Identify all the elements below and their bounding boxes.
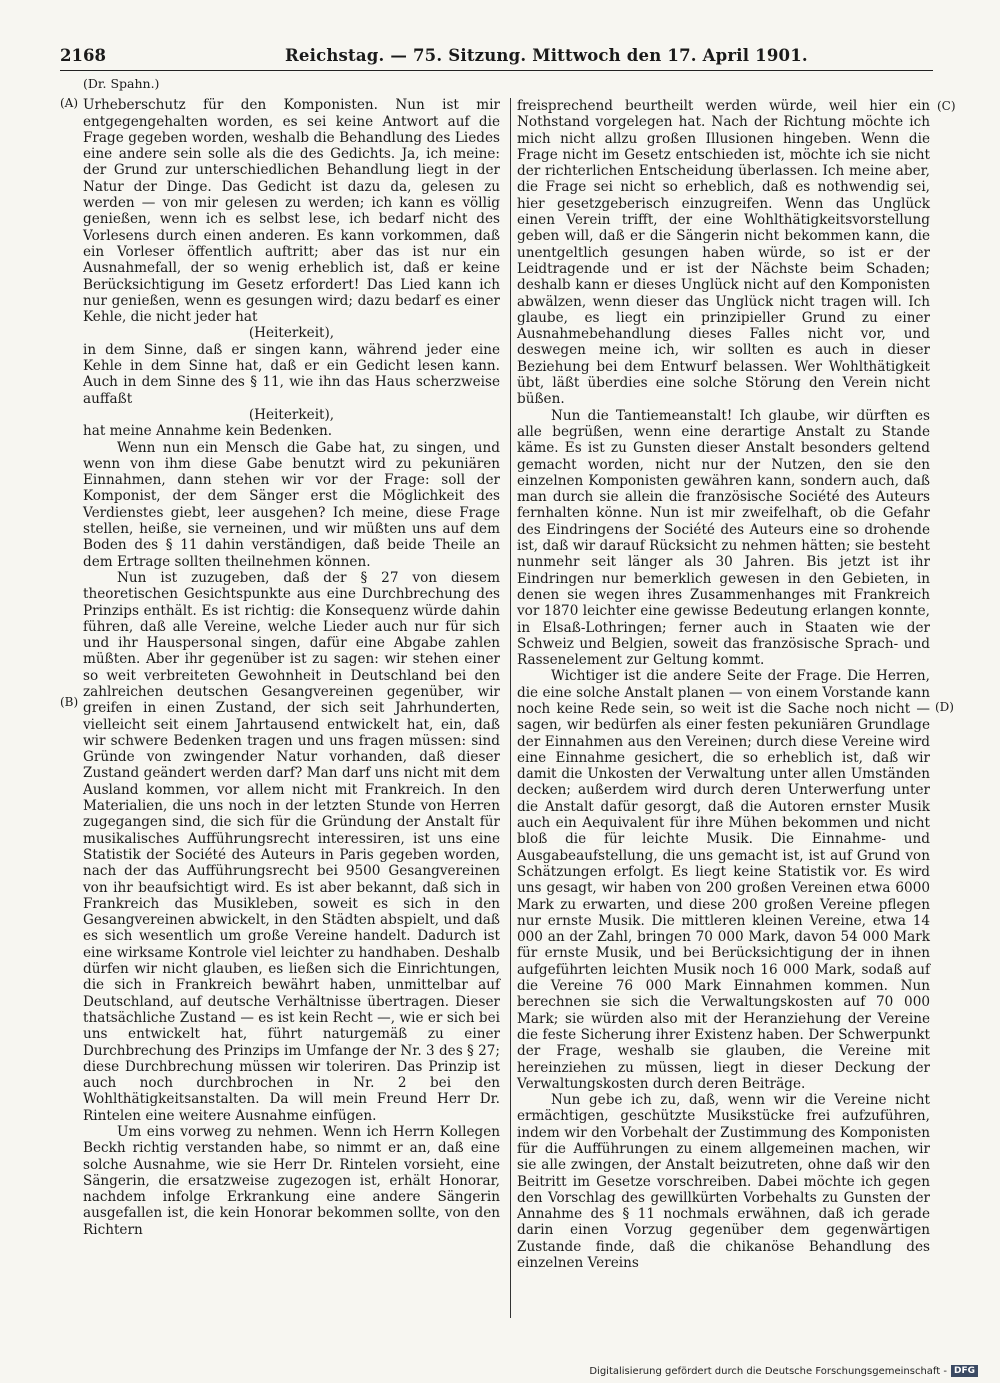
speaker-label: (Dr. Spahn.): [83, 76, 160, 91]
margin-marker-b: (B): [60, 695, 79, 709]
footer-credit: [589, 1365, 978, 1377]
margin-marker-c: (C): [937, 99, 956, 113]
dfg-logo: DFG: [951, 1365, 978, 1377]
paragraph: in dem Sinne, daß er singen kann, während jeder eine Kehle in dem Sinne hat, daß er ein Gedicht lesen kann. Auch in dem Sinne des § 11, wie ihn das Haus scherzweise auffaßt: [83, 341, 500, 407]
paragraph: Nun ist zuzugeben, daß der § 27 von diesem theoretischen Gesichtspunkte aus eine Durchbrechung des Prinzips enthält. Es ist richtig: die Konsequenz würde dahin führen, daß alle Vereine, welche Lieder auch nur für sich und ihr Hauspersonal singen, dafür eine Abgabe zahlen müßten. Aber ihr gegenüber ist zu sagen: wir stehen einer so weit verbreiteten Gewohnheit in Deutschland bei den zahlreichen deutschen Gesangvereinen gegenüber, wir greifen in einen Zustand, der sich seit Jahrhunderten, vielleicht seit einem Jahrtausend entwickelt hat, ein, daß wir schwere Bedenken tragen und uns fragen müssen: sind Gründe von zwingender Natur vorhanden, daß dieser Zustand geändert werden darf? Man darf uns nicht mit dem Ausland kommen, vor allem nicht mit Frankreich. In den Materialien, die uns noch in der letzten Stunde von Herren zugegangen sind, die sich für die Gründung der Anstalt für musikalisches Aufführungsrecht interessiren, ist uns eine Statistik der Société des Auteurs in Paris gegeben worden, nach der das Aufführungsrecht bei 9500 Gesangvereinen von ihr beaufsichtigt wird. Es ist aber bekannt, daß sich in Frankreich das Musikleben, soweit es sich in den Gesangvereinen abwickelt, in den Städten abspielt, und daß es sich wesentlich um große Vereine handelt. Dadurch ist eine wirksame Kontrole viel leichter zu handhaben. Deshalb dürfen wir nicht glauben, es ließen sich die Einrichtungen, die sich in Frankreich bewährt haben, unmittelbar auf Deutschland, auf deutsche Verhältnisse übertragen. Dieser thatsächliche Zustand — es ist kein Recht —, wie er sich bei uns entwickelt hat, führt naturgemäß zu einer Durchbrechung des Prinzips im Umfange der Nr. 3 des § 27; diese Durchbrechung müssen wir toleriren. Das Prinzip ist auch noch durchbrochen in Nr. 2 bei den Wohlthätigkeitsanstalten. Da will mein Freund Herr Dr. Rintelen eine weitere Ausnahme einfügen.: [83, 569, 500, 1124]
column-divider: [510, 98, 511, 1318]
right-column: [517, 98, 930, 1271]
interjection: (Heiterkeit),: [248, 406, 335, 423]
header-rule: [60, 70, 933, 71]
paragraph: Nun gebe ich zu, daß, wenn wir die Vereine nicht ermächtigen, geschützte Musikstücke frei aufzuführen, indem wir den Vorbehalt der Zustimmung des Komponisten für die Aufführungen zu einem allgemeinen machen, wir sie alle zwingen, der Anstalt beizutreten, ohne daß wir den Beitritt im Gesetze vorschreiben. Dabei möchte ich gegen den Vorschlag des gewillkürten Vorbehalts zu Gunsten der Annahme des § 11 nochmals erwähnen, daß ich gerade darin einen Vorzug gegenüber dem gegenwärtigen Zustande finde, daß die chikanöse Behandlung des einzelnen Vereins: [517, 1092, 930, 1272]
footer-text: Digitalisierung gefördert durch die Deutsche Forschungsgemeinschaft -: [589, 1365, 947, 1377]
paragraph: Wichtiger ist die andere Seite der Frage. Die Herren, die eine solche Anstalt planen — von einem Vorstande kann noch keine Rede sein, so weit ist die Sache noch nicht — sagen, wir bedürfen als einer festen pekuniären Grundlage der Einnahmen aus den Vereinen; durch diese Vereine wird eine Einnahme gesichert, die so erheblich ist, daß wir damit die Unkosten der Verwaltung unter allen Umständen decken; außerdem wird durch deren Unterwerfung unter die Anstalt dafür gesorgt, daß die Autoren ernster Musik auch ein Aequivalent für ihre Mühen bekommen und nicht bloß die für leichte Musik. Die Einnahme- und Ausgabeaufstellung, die uns gemacht ist, ist auf Grund von Schätzungen erfolgt. Es liegt keine Statistik vor. Es wird uns gesagt, wir haben von 200 großen Vereinen etwa 6000 Mark zu erwarten, und diese 200 großen Vereine pflegen nur ernste Musik. Die mittleren kleinen Vereine, etwa 14 000 an der Zahl, bringen 70 000 Mark, davon 54 000 Mark für ernste Musik, und bei Berücksichtigung der in ihnen aufgeführten leichten Musik noch 16 000 Mark, sodaß auf die Vereine 76 000 Mark Einnahmen kommen. Nun berechnen sie sich die Verwaltungskosten auf 70 000 Mark; sie würden also mit der Heranziehung der Vereine die feste Sicherung ihrer Existenz haben. Der Schwerpunkt der Frage, weshalb sie glauben, die Vereine mit hereinziehen zu müssen, liegt in dieser Deckung der Verwaltungskosten durch deren Beiträge.: [517, 668, 930, 1092]
paragraph: Wenn nun ein Mensch die Gabe hat, zu singen, und wenn von ihm diese Gabe benutzt wird zu pekuniären Einnahmen, dann stehen wir vor der Frage: soll der Komponist, der dem Sänger erst die Möglichkeit des Verdienstes giebt, leer ausgehen? Ich meine, diese Frage stellen, heiße, sie verneinen, und wir müßten uns auf dem Boden des § 11 dahin verständigen, daß beide Theile an dem Ertrage sollten theilnehmen können.: [83, 439, 500, 570]
page-header: [60, 46, 930, 68]
left-column: [83, 76, 500, 1238]
paragraph: Um eins vorweg zu nehmen. Wenn ich Herrn Kollegen Beckh richtig verstanden habe, so nimmt er an, daß eine solche Ausnahme, wie sie Herr Dr. Rintelen vorsieht, eine Sängerin, die ersatzweise zugezogen ist, erhält Honorar, nachdem infolge Erkrankung eine andere Sängerin ausgefallen ist, die kein Honorar bekommen sollte, von den Richtern: [83, 1124, 500, 1238]
paragraph: Nun die Tantiemeanstalt! Ich glaube, wir dürften es alle begrüßen, wenn eine derartige Anstalt zu Stande käme. Es ist zu Gunsten dieser Anstalt besonders geltend gemacht worden, nicht nur der Nutzen, den sie den einzelnen Komponisten gewähren kann, sondern auch, daß man durch sie allein die französische Société des Auteurs fernhalten könne. Nun ist mir zweifelhaft, ob die Gefahr des Eindringens der Société des Auteurs eine so drohende ist, daß wir darauf Rücksicht zu nehmen hätten; sie besteht nunmehr seit länger als 30 Jahren. Bis jetzt ist ihr Eindringen nur bemerklich gewesen in den Gebieten, in denen sie wegen ihres Zusammenhanges mit Frankreich vor 1870 leichter eine gewisse Bedeutung erlangen konnte, in Elsaß-Lothringen; ferner auch in Staaten wie der Schweiz und Belgien, soweit das französische Sprach- und Rassenelement zur Geltung kommt.: [517, 407, 930, 669]
paragraph: Urheberschutz für den Komponisten. Nun ist mir entgegengehalten worden, es sei keine Antwort auf die Frage gegeben worden, weshalb die Behandlung des Liedes eine andere sein solle als die des Gedichts. Ja, ich meine: der Grund zur unterschiedlichen Behandlung liegt in der Natur der Dinge. Das Gedicht ist dazu da, gelesen zu werden — von mir gelesen zu werden; ich kann es völlig genießen, wenn ich es selbst lese, ich bedarf nicht des Vorlesens durch einen anderen. Es kann vorkommen, daß ein Vorleser öffentlich auftritt; aber das ist nur ein Ausnahmefall, der so wenig erheblich ist, daß er keine Berücksichtigung im Gesetz erfordert! Das Lied kann ich nur genießen, wenn es gesungen wird; dazu bedarf es einer Kehle, die nicht jeder hat: [83, 97, 500, 326]
paragraph: hat meine Annahme kein Bedenken.: [83, 423, 333, 440]
page-number: 2168: [60, 46, 106, 65]
margin-marker-d: (D): [935, 700, 954, 714]
margin-marker-a: (A): [60, 96, 79, 110]
interjection: (Heiterkeit),: [248, 325, 335, 342]
running-title: Reichstag. — 75. Sitzung. Mittwoch den 17. April 1901.: [285, 46, 808, 65]
paragraph: freisprechend beurtheilt werden würde, weil hier ein Nothstand vorgelegen hat. Nach der Richtung möchte ich mich nicht allzu großen Illusionen hingeben. Wenn die Frage nicht im Gesetz entschieden ist, möchte ich sie nicht der richterlichen Entscheidung überlassen. Ich meine aber, die Frage sei nicht so erheblich, daß es nothwendig sei, hier gesetzgeberisch einzugreifen. Wenn das Unglück einen Verein trifft, der eine Wohlthätigkeitsvorstellung geben will, daß er die Sängerin nicht bekommen kann, die unentgeltlich gesungen haben würde, so ist er der Leidtragende und er ist der Nächste beim Schaden; deshalb kann er dieses Unglück nicht auf den Komponisten abwälzen, wenn dieser das Unglück nicht tragen will. Ich glaube, es liegt ein prinzipieller Grund zu einer Ausnahmebehandlung dieses Falles nicht vor, und deswegen meine ich, wir sollten es auch in dieser Beziehung bei dem Entwurf belassen. Wer Wohlthätigkeit übt, läßt überdies eine solche Störung den Verein nicht büßen.: [517, 98, 930, 408]
